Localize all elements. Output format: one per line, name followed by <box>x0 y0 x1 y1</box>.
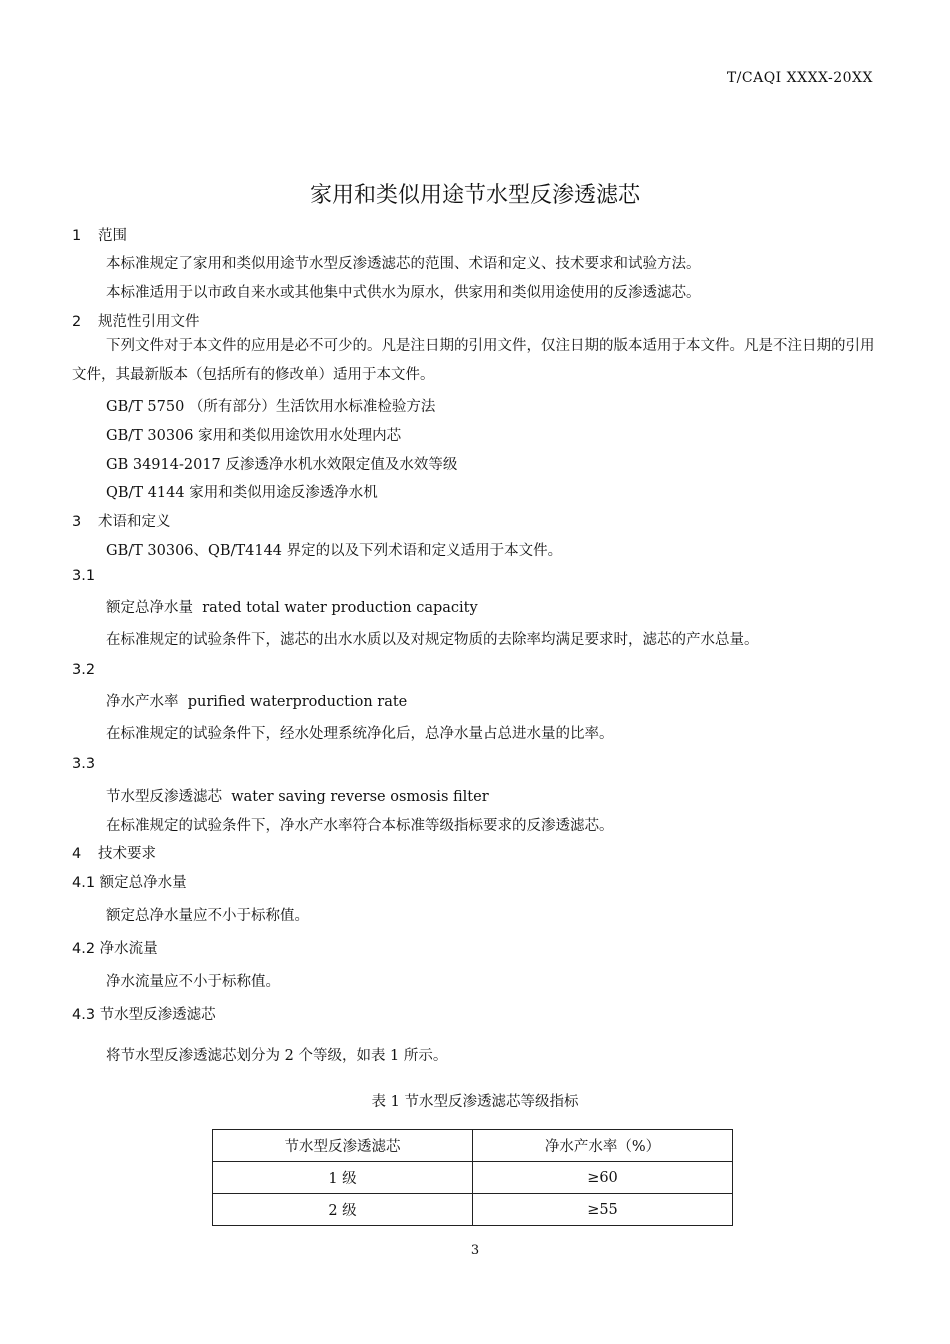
term-title <box>106 596 478 617</box>
table-cell: ≥55 <box>473 1194 733 1226</box>
term-en: purified waterproduction rate <box>187 694 408 710</box>
section-1-heading <box>72 224 127 245</box>
reference-item: GB 34914-2017 反渗透净水机水效限定值及水效等级 <box>106 457 458 473</box>
section-2-intro: 下列文件对于本文件的应用是必不可少的。凡是注日期的引用文件，仅注日期的版本适用于本文件。凡是不注日期的引用文件，其最新版本（包括所有的修改单）适用于本文件。 <box>72 338 875 383</box>
term-definition: 在标准规定的试验条件下，净水产水率符合本标准等级指标要求的反渗透滤芯。 <box>106 818 614 834</box>
table-cell: 1 级 <box>213 1162 473 1194</box>
table-header-row <box>213 1130 733 1162</box>
document-code: T/CAQI XXXX-20XX <box>726 70 873 86</box>
section-2-heading <box>72 310 200 331</box>
reference-item: GB/T 30306 家用和类似用途饮用水处理内芯 <box>106 428 402 444</box>
table-header-cell: 净水产水率（%） <box>473 1130 733 1162</box>
subsection-4-1-heading <box>72 871 187 892</box>
section-1-paragraph: 本标准规定了家用和类似用途节水型反渗透滤芯的范围、术语和定义、技术要求和试验方法。 <box>106 256 701 272</box>
section-3-heading <box>72 510 171 531</box>
term-title <box>106 785 489 806</box>
term-en: water saving reverse osmosis filter <box>231 789 489 805</box>
subsection-4-2-text: 净水流量应不小于标称值。 <box>106 974 280 990</box>
term-definition: 在标准规定的试验条件下，经水处理系统净化后，总净水量占总进水量的比率。 <box>106 726 614 742</box>
term-number: 3.3 <box>72 756 96 772</box>
subsection-title: 额定总净水量 <box>99 875 187 891</box>
subsection-4-3-heading: 4.3 节水型反渗透滤芯 <box>72 1007 216 1023</box>
table-cell: ≥60 <box>473 1162 733 1194</box>
reference-item: QB/T 4144 家用和类似用途反渗透净水机 <box>106 485 378 501</box>
subsection-4-1-text: 额定总净水量应不小于标称值。 <box>106 908 309 924</box>
term-zh: 净水产水率 <box>106 694 179 710</box>
table-header-cell: 节水型反渗透滤芯 <box>213 1130 473 1162</box>
term-zh: 节水型反渗透滤芯 <box>106 789 222 805</box>
section-number: 2 <box>72 314 82 330</box>
subsection-4-2-heading <box>72 937 158 958</box>
term-zh: 额定总净水量 <box>106 600 193 616</box>
section-number: 3 <box>72 514 82 530</box>
section-title: 术语和定义 <box>98 514 171 530</box>
term-en: rated total water production capacity <box>202 600 478 616</box>
term-number: 3.1 <box>72 568 96 584</box>
table-cell: 2 级 <box>213 1194 473 1226</box>
reference-item: GB/T 5750 （所有部分）生活饮用水标准检验方法 <box>106 399 436 415</box>
section-1-paragraph: 本标准适用于以市政自来水或其他集中式供水为原水，供家用和类似用途使用的反渗透滤芯。 <box>106 285 701 301</box>
document-title: 家用和类似用途节水型反渗透滤芯 <box>309 183 640 208</box>
table-row <box>213 1194 733 1226</box>
page-number: 3 <box>470 1243 480 1258</box>
table-row <box>213 1162 733 1194</box>
section-title: 范围 <box>98 228 127 244</box>
section-title: 规范性引用文件 <box>98 314 200 330</box>
subsection-title: 净水流量 <box>99 941 158 957</box>
term-number: 3.2 <box>72 662 96 678</box>
subsection-number: 4.2 <box>72 941 96 957</box>
subsection-4-3-text: 将节水型反渗透滤芯划分为 2 个等级，如表 1 所示。 <box>106 1048 448 1064</box>
table-caption: 表 1 节水型反渗透滤芯等级指标 <box>371 1094 579 1110</box>
grade-table <box>212 1129 733 1226</box>
section-title: 技术要求 <box>98 846 156 862</box>
section-number: 4 <box>72 846 82 862</box>
term-definition: 在标准规定的试验条件下，滤芯的出水水质以及对规定物质的去除率均满足要求时，滤芯的产水总量。 <box>106 632 759 648</box>
section-number: 1 <box>72 228 82 244</box>
term-title <box>106 690 407 711</box>
section-3-intro: GB/T 30306、QB/T4144 界定的以及下列术语和定义适用于本文件。 <box>106 543 563 559</box>
subsection-number: 4.1 <box>72 875 96 891</box>
section-4-heading <box>72 842 156 863</box>
